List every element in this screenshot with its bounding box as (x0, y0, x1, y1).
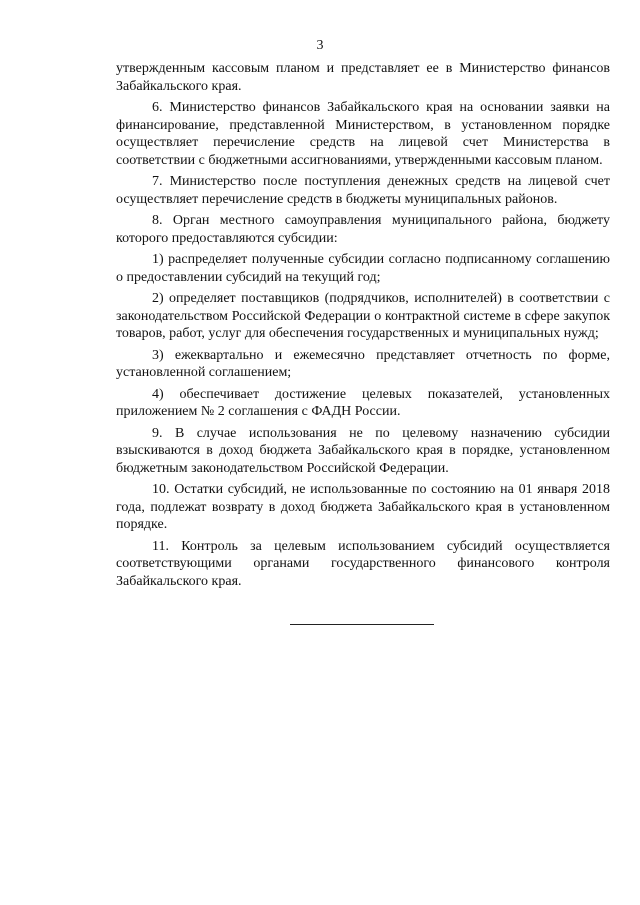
page-number: 3 (316, 38, 324, 53)
paragraph-8-item-3: 3) ежеквартально и ежемесячно представляет отчетность по форме, установленной соглашением; (116, 347, 610, 380)
paragraph-8-item-2: 2) определяет поставщиков (подрядчиков, исполнителей) в соответствии с законодательством Российской Федерации о контрактной системе в сфере закупок товаров, работ, услуг для обеспечения государственных и муниципальных нужд; (116, 291, 610, 341)
paragraph-11: 11. Контроль за целевым использованием субсидий осуществляется соответствующими органами государственного финансового контроля Забайкальского края. (116, 538, 610, 589)
paragraph-8: 8. Орган местного самоуправления муниципального района, бюджету которого предоставляются субсидии: (116, 213, 610, 246)
paragraph-7: 7. Министерство после поступления денежных средств на лицевой счет осуществляет перечисление средств в бюджеты муниципальных районов. (116, 174, 610, 207)
paragraph-8-item-1: 1) распределяет полученные субсидии согласно подписанному соглашению о предоставлении субсидий на текущий год; (116, 252, 610, 285)
paragraph-6: 6. Министерство финансов Забайкальского края на основании заявки на финансирование, представленной Министерством, в установленном порядке осуществляет перечисление средств на лицевой счет Министерства в соответствии с бюджетными ассигнованиями, утвержденными кассовым планом. (116, 100, 610, 168)
paragraph-9: 9. В случае использования не по целевому назначению субсидии взыскиваются в доход бюджета Забайкальского края в порядке, установленном бюджетным законодательством Российской Федерации. (116, 425, 610, 476)
paragraph-continuation: утвержденным кассовым планом и представляет ее в Министерство финансов Забайкальского края. (116, 61, 610, 94)
paragraph-10: 10. Остатки субсидий, не использованные по состоянию на 01 января 2018 года, подлежат возврату в доход бюджета Забайкальского края в установленном порядке. (116, 482, 610, 532)
document-body (116, 60, 610, 590)
end-separator-line (290, 624, 434, 625)
paragraph-8-item-4: 4) обеспечивает достижение целевых показателей, установленных приложением № 2 соглашения с ФАДН России. (116, 386, 610, 419)
